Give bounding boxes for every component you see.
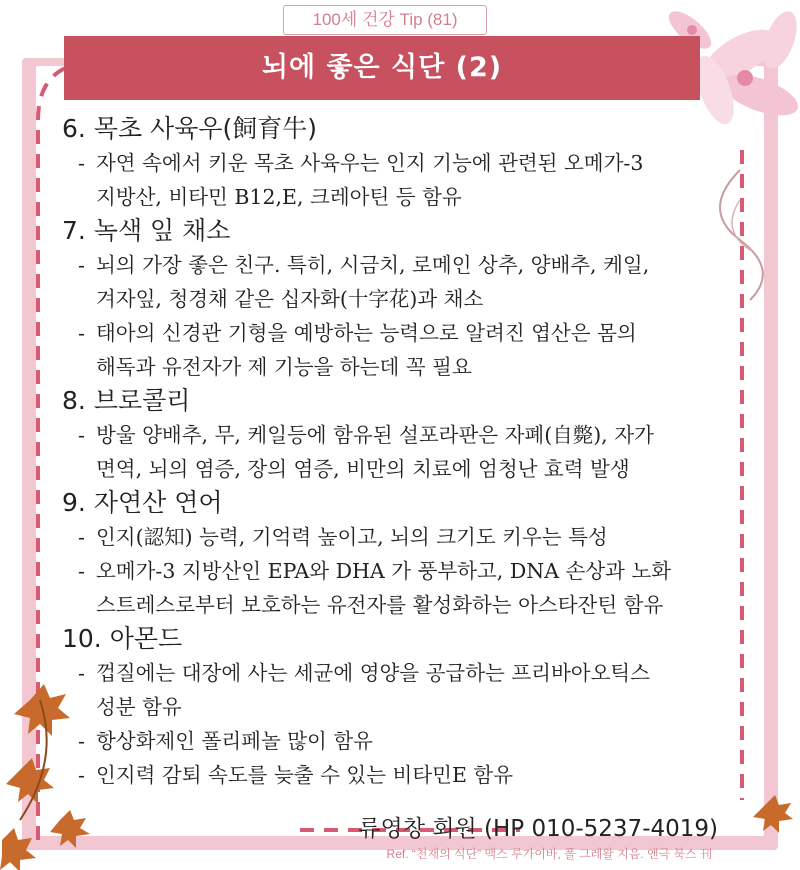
- list-item: [62, 316, 732, 350]
- item-text: 겨자잎, 청경채 같은 십자화(十字花)과 채소: [96, 287, 484, 311]
- item-text: 스트레스로부터 보호하는 유전자를 활성화하는 아스타잔틴 함유: [96, 593, 664, 617]
- section-title: 8. 브로콜리: [62, 386, 191, 415]
- list-item: [62, 282, 732, 316]
- bullet-dash: -: [78, 525, 85, 549]
- section-title: 7. 녹색 잎 채소: [62, 216, 231, 245]
- list-item: [62, 180, 732, 214]
- main-content: [62, 112, 732, 792]
- item-text: 항상화제인 폴리페놀 많이 함유: [96, 729, 373, 753]
- list-item: [62, 418, 732, 452]
- bullet-dash: -: [78, 151, 85, 175]
- section-7: [62, 214, 732, 384]
- list-item: [62, 520, 732, 554]
- list-item: [62, 656, 732, 690]
- item-text: 태아의 신경관 기형을 예방하는 능력으로 알려진 엽산은 몸의: [96, 321, 637, 345]
- list-item: [62, 758, 732, 792]
- item-text: 인지력 감퇴 속도를 늦출 수 있는 비타민E 함유: [96, 763, 514, 787]
- bullet-dash: -: [78, 321, 85, 345]
- item-text: 해독과 유전자가 제 기능을 하는데 꼭 필요: [96, 355, 472, 379]
- item-text: 자연 속에서 키운 목초 사육우는 인지 기능에 관련된 오메가-3: [96, 151, 644, 175]
- list-item: [62, 554, 732, 588]
- list-item: [62, 248, 732, 282]
- list-item: [62, 588, 732, 622]
- item-text: 방울 양배추, 무, 케일등에 함유된 설포라판은 자폐(自斃), 자가: [96, 423, 654, 447]
- list-item: [62, 452, 732, 486]
- author-credit: 류영창 회원 (HP 010-5237-4019): [358, 816, 718, 842]
- item-text: 인지(認知) 능력, 기억력 높이고, 뇌의 크기도 키우는 특성: [96, 525, 608, 549]
- bullet-dash: -: [78, 423, 85, 447]
- header-tip-tag: 100세 건강 Tip (81): [283, 5, 487, 35]
- item-text: 성분 함유: [96, 695, 182, 719]
- item-text: 오메가-3 지방산인 EPA와 DHA 가 풍부하고, DNA 손상과 노화: [96, 559, 672, 583]
- list-item: [62, 146, 732, 180]
- section-6: [62, 112, 732, 214]
- bullet-dash: -: [78, 253, 85, 277]
- item-text: 뇌의 가장 좋은 친구. 특히, 시금치, 로메인 상추, 양배추, 케일,: [96, 253, 650, 277]
- item-text: 지방산, 비타민 B12,E, 크레아틴 등 함유: [96, 185, 462, 209]
- section-title: 10. 아몬드: [62, 624, 183, 653]
- list-item: [62, 724, 732, 758]
- section-title: 9. 자연산 연어: [62, 488, 223, 517]
- item-text: 면역, 뇌의 염증, 장의 염증, 비만의 치료에 엄청난 효력 발생: [96, 457, 630, 481]
- section-10: [62, 622, 732, 792]
- list-item: [62, 350, 732, 384]
- section-8: [62, 384, 732, 486]
- bullet-dash: -: [78, 763, 85, 787]
- bullet-dash: -: [78, 559, 85, 583]
- list-item: [62, 690, 732, 724]
- bullet-dash: -: [78, 661, 85, 685]
- reference-note: Ref. “천재의 식단” 맥스 루가이바, 폴 그레왈 지음. 앤극 북스 刊: [386, 847, 712, 861]
- item-text: 껍질에는 대장에 사는 세균에 영양을 공급하는 프리바아오틱스: [96, 661, 650, 685]
- section-9: [62, 486, 732, 622]
- bullet-dash: -: [78, 729, 85, 753]
- page-title: 뇌에 좋은 식단 (2): [64, 36, 700, 100]
- section-title: 6. 목초 사육우(飼育牛): [62, 114, 318, 143]
